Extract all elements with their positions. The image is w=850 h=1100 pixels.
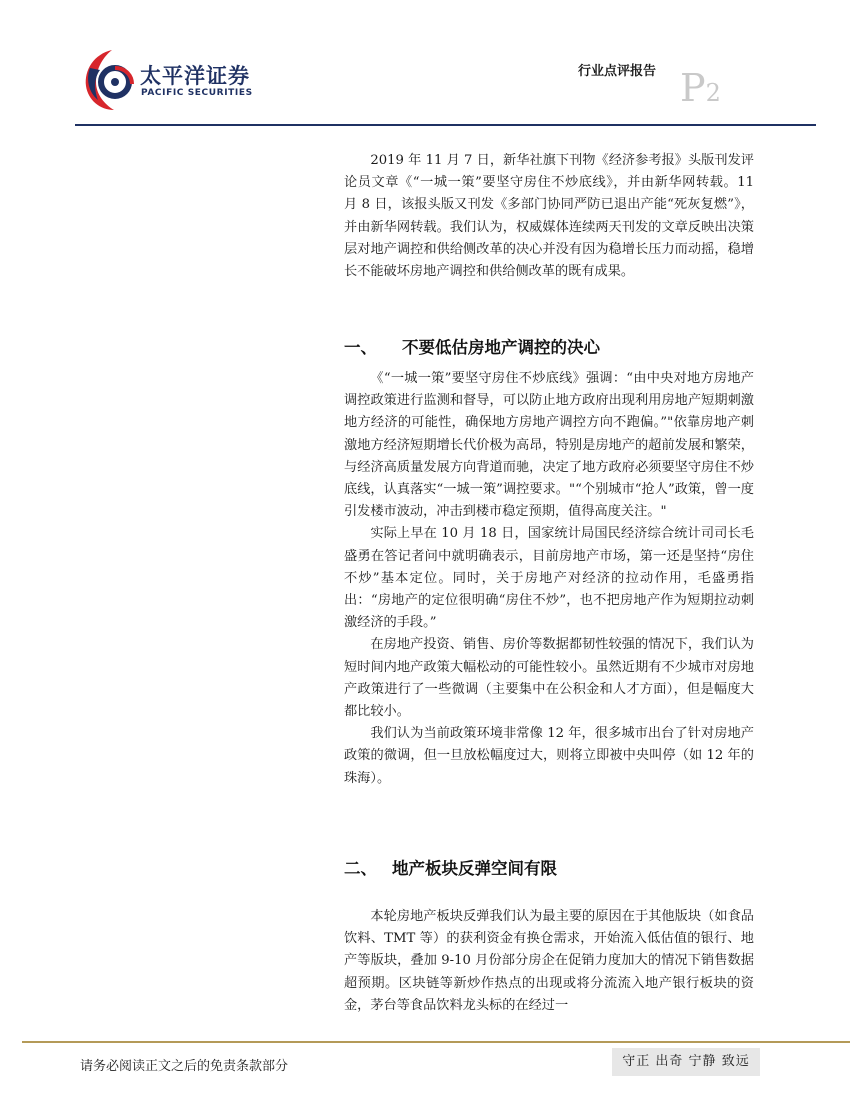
footer-divider	[22, 1041, 850, 1043]
logo-en-text: PACIFIC SECURITIES	[141, 88, 253, 98]
section-1-paragraph: 我们认为当前政策环境非常像 12 年，很多城市出台了针对房地产政策的微调，但一旦放松幅度过大，则将立即被中央叫停（如 12 年的珠海）。	[344, 726, 754, 786]
company-logo	[82, 44, 262, 114]
page-prefix: P	[680, 66, 706, 110]
section-1-heading	[344, 334, 600, 358]
logo-cn-text: 太平洋证券	[140, 64, 250, 88]
section-1-paragraph: 实际上早在 10 月 18 日，国家统计局国民经济综合统计司司长毛盛勇在答记者问中就明确表示，目前房地产市场，第一还是坚持“房住不炒”基本定位。同时，关于房地产对经济的拉动作用，毛盛勇指出：“房地产的定位很明确“房住不炒”，也不把房地产作为短期拉动刺激经济的手段。”	[344, 526, 754, 631]
section-2-title: 地产板块反弹空间有限	[392, 859, 557, 878]
section-2-body	[344, 906, 754, 1017]
section-1-body	[344, 368, 754, 790]
section-1-number: 一、	[344, 338, 377, 357]
section-2-paragraph: 本轮房地产板块反弹我们认为最主要的原因在于其他版块（如食品饮料、TMT 等）的获利资金有换仓需求，开始流入低估值的银行、地产等版块，叠加 9-10 月份部分房企在促销力度加大的情况下销售数据超预期。区块链等新炒作热点的出现或将分流流入地产银行板块的资金，茅台等食品饮料龙头标的在经过一	[344, 909, 754, 1013]
pacific-securities-logo-icon	[82, 46, 144, 112]
disclaimer-text: 请务必阅读正文之后的免责条款部分	[80, 1059, 289, 1074]
page-number	[680, 66, 721, 110]
page-number-value: 2	[705, 79, 721, 107]
header-divider	[75, 124, 816, 126]
section-2-number: 二、	[344, 859, 377, 878]
section-1-paragraph: 《“一城一策”要坚守房住不炒底线》强调：“由中央对地方房地产调控政策进行监测和督导，可以防止地方政府出现利用房地产短期刺激地方经济的可能性，确保地方房地产调控方向不跑偏。”"依靠房地产刺激地方经济短期增长代价极为高昂，特别是房地产的超前发展和繁荣，与经济高质量发展方向背道而驰，决定了地方政府必须要坚守房住不炒底线，认真落实“一城一策”调控要求。"“个别城市“抢人”政策，曾一度引发楼市波动，冲击到楼市稳定预期，值得高度关注。"	[344, 371, 754, 520]
section-1-title: 不要低估房地产调控的决心	[402, 338, 600, 357]
company-slogan: 守正 出奇 宁静 致远	[612, 1048, 760, 1076]
section-2-heading	[344, 855, 557, 879]
report-type: 行业点评报告	[578, 64, 657, 79]
intro-paragraph: 2019 年 11 月 7 日，新华社旗下刊物《经济参考报》头版刊发评论员文章《“一城一策”要坚守房住不炒底线》，并由新华网转载。11 月 8 日，该报头版又刊发《多部门协同严防已退出产能“死灰复燃”》，并由新华网转载。我们认为，权威媒体连续两天刊发的文章反映出决策层对地产调控和供给侧改革的决心并没有因为稳增长压力而动摇，稳增长不能破坏房地产调控和供给侧改革的既有成果。	[344, 153, 754, 280]
section-1-paragraph: 在房地产投资、销售、房价等数据都韧性较强的情况下，我们认为短时间内地产政策大幅松动的可能性较小。虽然近期有不少城市对房地产政策进行了一些微调（主要集中在公积金和人才方面），但是幅度大都比较小。	[344, 637, 754, 720]
intro-block	[344, 150, 754, 283]
